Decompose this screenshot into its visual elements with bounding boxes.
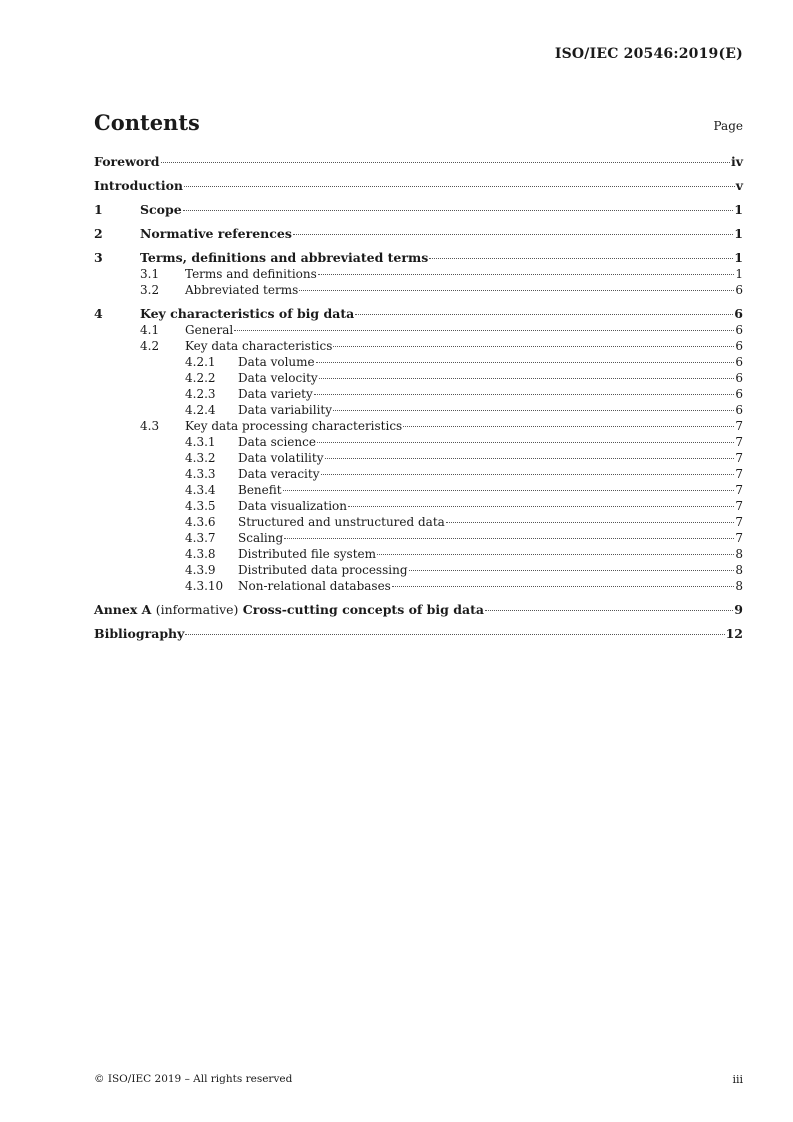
toc-number: 4.3.3 [185,467,216,481]
dot-leader [314,394,735,395]
toc-number: 4.3.10 [185,579,224,593]
dot-leader [321,474,735,475]
toc-page: 8 [735,579,743,593]
toc-entry-4-2-4[interactable]: 4.2.4 Data variability 6 [185,403,743,417]
contents-header [94,110,743,135]
dot-leader [283,490,735,491]
dot-leader [234,330,734,331]
toc-entry-4-2-3[interactable]: 4.2.3 Data variety 6 [185,387,743,401]
toc-page: 6 [735,323,743,337]
page-number: iii [732,1073,743,1086]
toc-page: 6 [735,283,743,297]
dot-leader [183,210,734,211]
dot-leader [429,258,733,259]
toc-entry-3-2[interactable]: 3.2 Abbreviated terms 6 [140,283,743,297]
annex-qualifier: (informative) [155,602,239,617]
toc-page: 6 [735,339,743,353]
toc-number: 4 [94,306,103,321]
toc-entry-4-2[interactable]: 4.2 Key data characteristics 6 [140,339,743,353]
toc-number: 4.3 [140,419,160,433]
toc-number: 4.2.2 [185,371,216,385]
page-column-label: Page [713,119,743,133]
toc-entry-foreword[interactable]: Foreword iv [94,154,743,169]
toc-entry-4-3-6[interactable]: 4.3.6 Structured and unstructured data 7 [185,515,743,529]
dot-leader [317,442,734,443]
toc-page: v [735,178,743,193]
toc-number: 3.2 [140,283,160,297]
dot-leader [299,290,734,291]
toc-entry-introduction[interactable]: Introduction v [94,178,743,193]
toc-entry-4-3-8[interactable]: 4.3.8 Distributed file system 8 [185,547,743,561]
toc-page: 6 [734,306,743,321]
toc-page: 6 [735,355,743,369]
dot-leader [485,610,733,611]
table-of-contents [94,154,743,642]
toc-page: 7 [735,531,743,545]
toc-page: 7 [735,483,743,497]
toc-entry-4-3-5[interactable]: 4.3.5 Data visualization 7 [185,499,743,513]
toc-entry-4-3-3[interactable]: 4.3.3 Data veracity 7 [185,467,743,481]
toc-page: 7 [735,419,743,433]
toc-entry-3-1[interactable]: 3.1 Terms and definitions 1 [140,267,743,281]
toc-number: 4.3.6 [185,515,216,529]
toc-entry-4-3-2[interactable]: 4.3.2 Data volatility 7 [185,451,743,465]
toc-page: 1 [734,250,743,265]
toc-page: 7 [735,499,743,513]
toc-number: 4.3.8 [185,547,216,561]
toc-number: 4.3.9 [185,563,216,577]
toc-page: 12 [725,626,743,641]
dot-leader [377,554,734,555]
toc-entry-4-3-10[interactable]: 4.3.10 Non-relational databases 8 [185,579,743,593]
toc-number: 4.3.7 [185,531,216,545]
dot-leader [284,538,734,539]
document-id: ISO/IEC 20546:2019(E) [554,46,743,62]
dot-leader [316,362,735,363]
toc-number: 4.2.3 [185,387,216,401]
dot-leader [293,234,733,235]
toc-number: 2 [94,226,103,241]
dot-leader [333,410,734,411]
toc-page: 8 [735,547,743,561]
toc-number: 3.1 [140,267,160,281]
toc-number: 4.3.1 [185,435,216,449]
dot-leader [319,378,735,379]
toc-number: 4.1 [140,323,160,337]
toc-page: 7 [735,515,743,529]
toc-page: iv [730,154,743,169]
toc-page: 6 [735,371,743,385]
dot-leader [403,426,734,427]
toc-page: 1 [735,267,743,281]
toc-page: 8 [735,563,743,577]
dot-leader [325,458,735,459]
dot-leader [333,346,734,347]
toc-page: 6 [735,387,743,401]
dot-leader [409,570,735,571]
dot-leader [185,634,724,635]
toc-page: 7 [735,467,743,481]
toc-page: 1 [734,226,743,241]
toc-number: 1 [94,202,103,217]
annex-title: Cross-cutting concepts of big data [242,602,484,617]
toc-entry-bibliography[interactable]: Bibliography 12 [94,626,743,641]
dot-leader [348,506,734,507]
toc-entry-4-3-4[interactable]: 4.3.4 Benefit 7 [185,483,743,497]
toc-page: 9 [734,602,743,617]
toc-number: 4.2.4 [185,403,216,417]
toc-entry-4-3-9[interactable]: 4.3.9 Distributed data processing 8 [185,563,743,577]
copyright-notice: © ISO/IEC 2019 – All rights reserved [94,1073,293,1085]
toc-number: 4.3.4 [185,483,216,497]
toc-entry-normative-references[interactable]: 2 Normative references 1 [94,226,743,241]
annex-prefix: Annex A [94,602,152,617]
dot-leader [392,586,735,587]
toc-number: 3 [94,250,103,265]
toc-number: 4.2 [140,339,160,353]
dot-leader [161,162,730,163]
toc-number: 4.3.5 [185,499,216,513]
contents-title: Contents [94,110,200,135]
toc-entry-terms-definitions[interactable]: 3 Terms, definitions and abbreviated terms 1 [94,250,743,265]
toc-entry-annex-a[interactable] [94,602,743,618]
toc-entry-4-3-7[interactable]: 4.3.7 Scaling 7 [185,531,743,545]
toc-page: 7 [735,435,743,449]
toc-entry-key-characteristics[interactable]: 4 Key characteristics of big data 6 [94,306,743,321]
dot-leader [355,314,733,315]
toc-entry-4-3-1[interactable]: 4.3.1 Data science 7 [185,435,743,449]
dot-leader [318,274,735,275]
dot-leader [184,186,735,187]
toc-entry-4-1[interactable]: 4.1 General 6 [140,323,743,337]
toc-number: 4.3.2 [185,451,216,465]
toc-page: 6 [735,403,743,417]
toc-entry-scope[interactable]: 1 Scope 1 [94,202,743,217]
toc-page: 1 [734,202,743,217]
toc-entry-4-2-1[interactable]: 4.2.1 Data volume 6 [185,355,743,369]
toc-number: 4.2.1 [185,355,216,369]
toc-entry-4-3[interactable]: 4.3 Key data processing characteristics 7 [140,419,743,433]
toc-entry-4-2-2[interactable]: 4.2.2 Data velocity 6 [185,371,743,385]
toc-page: 7 [735,451,743,465]
dot-leader [446,522,735,523]
